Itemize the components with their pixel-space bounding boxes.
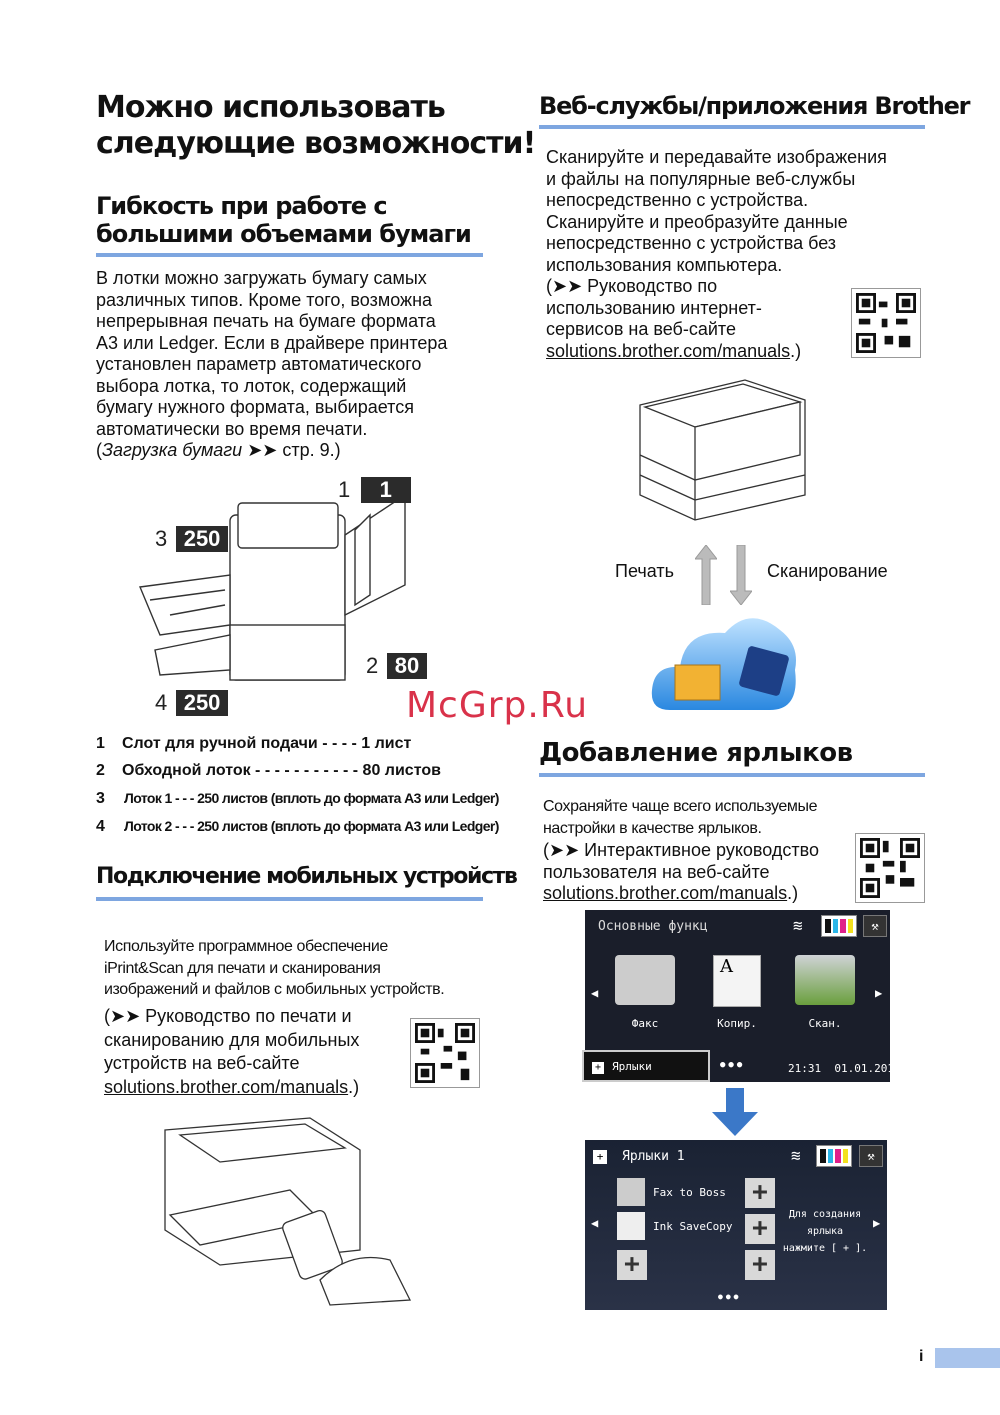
legend-num: 2	[96, 762, 105, 779]
scan-label: Скан.	[808, 1017, 842, 1030]
page-dots: ●●●	[718, 1292, 742, 1301]
legend-num: 4	[96, 818, 105, 835]
legend-row-1	[96, 735, 411, 753]
settings-icon[interactable]: ⚒	[863, 915, 887, 937]
wifi-icon: ≋	[793, 916, 803, 935]
shortcuts-body	[543, 796, 817, 839]
paper-section-title	[96, 192, 471, 248]
legend-num: 3	[96, 790, 105, 807]
scan-icon	[795, 955, 855, 1005]
fax-icon	[615, 955, 675, 1005]
paper-body-line: установлен параметр автоматического	[96, 354, 422, 374]
paper-body-line: A3 или Ledger. Если в драйвере принтера	[96, 332, 448, 353]
main-title	[96, 90, 535, 162]
callout-badge: 250	[176, 690, 229, 716]
page-tab	[935, 1348, 1000, 1368]
legend-row-3	[96, 790, 499, 808]
paper-title-line1: Гибкость при работе с	[96, 192, 387, 220]
web-body-line: непосредственно с устройства.	[546, 190, 809, 210]
paper-title-line2: большими объемами бумаги	[96, 220, 471, 248]
legend-text: Обходной лоток - - - - - - - - - - - 80 листов	[122, 762, 441, 779]
lcd-shortcuts-screen	[585, 1140, 887, 1310]
settings-icon[interactable]: ⚒	[859, 1145, 883, 1167]
mobile-print-drawing	[160, 1110, 420, 1310]
legend-text: Слот для ручной подачи - - - - 1 лист	[122, 735, 412, 752]
mobile-print-illustration	[160, 1110, 420, 1310]
wifi-icon: ≋	[791, 1146, 801, 1165]
paper-body	[96, 268, 496, 462]
create-shortcut-hint	[781, 1206, 869, 1257]
shortcuts-reference	[543, 840, 819, 905]
scroll-right-icon[interactable]: ▶	[873, 1216, 881, 1230]
legend-row-4	[96, 818, 499, 836]
copy-icon	[617, 1212, 645, 1240]
web-ref-line: сервисов на веб-сайте	[546, 319, 736, 339]
callout-1	[338, 477, 411, 503]
mobile-reference	[104, 1005, 359, 1099]
web-body-line: непосредственно с устройства без	[546, 233, 837, 253]
qr-code-icon	[856, 293, 916, 353]
mobile-section-title: Подключение мобильных устройств	[96, 864, 517, 889]
qr-code-mobile	[410, 1018, 480, 1088]
shortcuts-section-rule	[539, 773, 925, 777]
paper-body-line: различных типов. Кроме того, возможна	[96, 289, 433, 310]
link-tail: .)	[787, 883, 799, 903]
folder-icon	[675, 665, 720, 700]
web-body-line: и файлы на популярные веб-службы	[546, 168, 856, 189]
fax-label: Факс	[631, 1017, 659, 1030]
watermark-text: McGrp.Ru	[406, 685, 589, 726]
down-arrow-icon	[730, 545, 752, 610]
fax-function-button[interactable]	[610, 955, 680, 1030]
shortcut-label: Ink SaveCopy	[653, 1219, 733, 1233]
web-section-rule	[539, 125, 925, 129]
hint-line: Для создания	[788, 1209, 862, 1220]
callout-badge: 80	[387, 653, 427, 679]
shortcuts-screen-title: Ярлыки 1	[622, 1149, 685, 1164]
web-body-line: Сканируйте и передавайте изображения	[546, 147, 887, 167]
printer-illustration	[635, 375, 815, 525]
copy-label: Копир.	[717, 1017, 757, 1030]
mobile-body	[104, 936, 444, 1001]
callout-number: 1	[338, 477, 351, 502]
main-title-line2: следующие возможности!	[96, 126, 536, 161]
shortcuts-button-label: Ярлыки	[612, 1060, 652, 1073]
shortcuts-ref-line: пользователя на веб-сайте	[543, 861, 770, 882]
shortcut-label: Fax to Boss	[653, 1185, 726, 1199]
add-shortcut-button[interactable]: +	[745, 1178, 775, 1208]
legend-text: Лоток 2 - - - 250 листов (вплоть до формата A3 или Ledger)	[124, 818, 499, 834]
web-body	[546, 147, 887, 362]
page-number: i	[919, 1348, 924, 1365]
mobile-body-line: iPrint&Scan для печати и сканирования	[104, 959, 381, 977]
shortcuts-body-line: Сохраняйте чаще всего используемые	[543, 798, 818, 815]
ref-tail: стр. 9.)	[277, 440, 341, 460]
double-arrow-icon: ➤➤	[247, 440, 278, 460]
callout-4	[155, 690, 228, 716]
datetime-display: 21:31 01.01.2015	[788, 1062, 901, 1075]
add-shortcut-button[interactable]: +	[745, 1214, 775, 1244]
qr-code-shortcuts	[855, 833, 925, 903]
scan-label: Сканирование	[767, 561, 888, 581]
add-shortcut-button[interactable]: +	[617, 1250, 647, 1280]
callout-2	[366, 653, 427, 679]
link-tail: .)	[790, 340, 802, 361]
qr-code-web	[851, 288, 921, 358]
qr-code-icon	[415, 1023, 475, 1083]
paper-section-rule	[96, 253, 483, 257]
shortcuts-ref-line: (➤➤ Интерактивное руководство	[543, 840, 820, 860]
mobile-ref-line: сканированию для мобильных	[104, 1029, 360, 1050]
shortcuts-body-line: настройки в качестве ярлыков.	[543, 819, 762, 837]
web-manuals-link[interactable]: solutions.brother.com/manuals	[546, 340, 791, 361]
ink-levels-icon	[821, 915, 857, 937]
fax-icon	[617, 1178, 645, 1206]
callout-badge: 250	[176, 526, 229, 552]
web-ref-line: использованию интернет-	[546, 297, 762, 318]
add-shortcut-button[interactable]: +	[745, 1250, 775, 1280]
web-ref-line: (➤➤ Руководство по	[546, 276, 718, 296]
ref-open: (	[96, 440, 102, 460]
mobile-ref-line: (➤➤ Руководство по печати и	[104, 1006, 352, 1026]
scroll-left-icon[interactable]: ◀	[591, 986, 599, 1000]
legend-text: Лоток 1 - - - 250 листов (вплоть до формата A3 или Ledger)	[124, 790, 499, 806]
home-screen-title: Основные функц	[598, 919, 708, 934]
mobile-body-line: Используйте программное обеспечение	[104, 938, 388, 955]
ref-link-paper-loading[interactable]: Загрузка бумаги	[102, 440, 243, 460]
paper-body-line: автоматически во время печати.	[96, 418, 368, 439]
up-arrow-icon	[695, 545, 717, 610]
printer-drawing	[635, 375, 815, 525]
paper-body-line: выбора лотка, то лоток, содержащий	[96, 375, 407, 396]
paper-body-line: бумагу нужного формата, выбирается	[96, 397, 414, 417]
shortcuts-section-title: Добавление ярлыков	[539, 738, 853, 768]
legend-row-2	[96, 762, 441, 780]
hint-line: ярлыка	[806, 1226, 844, 1237]
shortcut-add-icon: +	[592, 1062, 604, 1074]
down-arrow-blue-icon	[712, 1088, 758, 1141]
paper-body-line: непрерывная печать на бумаге формата	[96, 311, 436, 331]
printer-trays-drawing	[130, 475, 450, 720]
web-body-line: Сканируйте и преобразуйте данные	[546, 211, 848, 232]
callout-number: 4	[155, 690, 168, 715]
shortcut-fax-to-boss[interactable]	[617, 1178, 726, 1206]
print-label: Печать	[615, 561, 674, 581]
legend-num: 1	[96, 735, 105, 752]
shortcuts-button[interactable]	[582, 1050, 710, 1082]
web-body-line: использования компьютера.	[546, 254, 783, 275]
mobile-section-rule	[96, 897, 483, 901]
mobile-ref-line: устройств на веб-сайте	[104, 1053, 300, 1073]
copy-function-button[interactable]	[702, 955, 772, 1030]
callout-number: 2	[366, 653, 379, 678]
main-title-line1: Можно использовать	[96, 90, 445, 125]
callout-badge: 1	[361, 477, 411, 503]
ink-levels-icon	[816, 1145, 852, 1167]
hint-line: нажмите [ + ].	[782, 1243, 868, 1254]
qr-code-icon	[860, 838, 920, 898]
mobile-manuals-link[interactable]: solutions.brother.com/manuals	[104, 1076, 349, 1097]
scroll-left-icon[interactable]: ◀	[591, 1216, 599, 1230]
shortcuts-screen-icon: +	[593, 1150, 607, 1164]
callout-3	[155, 526, 228, 552]
web-section-title: Веб-службы/приложения Brother	[539, 92, 970, 120]
link-tail: .)	[348, 1076, 360, 1097]
page-dots: ●●●	[720, 1060, 746, 1070]
paper-body-line: В лотки можно загружать бумагу самых	[96, 268, 427, 288]
paper-reference	[96, 440, 496, 462]
lcd-home-screen	[585, 910, 901, 1082]
scan-function-button[interactable]	[790, 955, 860, 1030]
mobile-body-line: изображений и файлов с мобильных устройств.	[104, 981, 445, 998]
copy-icon: A	[713, 955, 761, 1007]
callout-number: 3	[155, 526, 168, 551]
scroll-right-icon[interactable]: ▶	[875, 986, 883, 1000]
printer-trays-illustration	[130, 475, 450, 720]
shortcuts-manuals-link[interactable]: solutions.brother.com/manuals	[543, 883, 788, 903]
shortcut-ink-savecopy[interactable]	[617, 1212, 732, 1240]
cloud-services-illustration	[650, 605, 800, 715]
